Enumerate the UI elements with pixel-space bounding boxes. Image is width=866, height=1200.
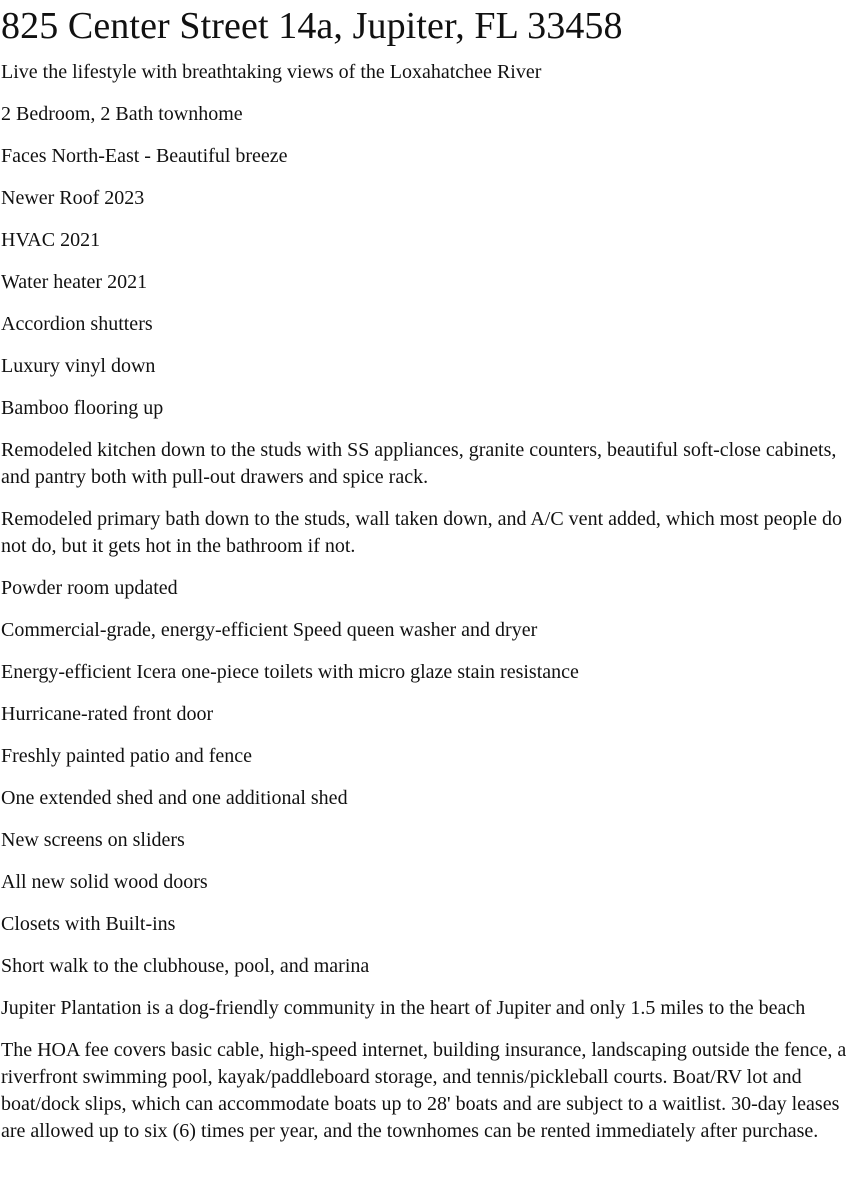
listing-address-title: 825 Center Street 14a, Jupiter, FL 33458 — [1, 5, 623, 47]
feature-line: Newer Roof 2023 — [1, 187, 145, 209]
feature-line: 2 Bedroom, 2 Bath townhome — [1, 103, 243, 125]
feature-line: Faces North-East - Beautiful breeze — [1, 145, 288, 167]
feature-line: Water heater 2021 — [1, 271, 148, 293]
feature-line: Luxury vinyl down — [1, 355, 156, 377]
feature-line: New screens on sliders — [1, 829, 185, 851]
feature-line: Accordion shutters — [1, 313, 153, 335]
feature-list — [1, 59, 866, 1160]
feature-line: Hurricane-rated front door — [1, 703, 214, 725]
feature-line: HVAC 2021 — [1, 229, 101, 251]
feature-line: One extended shed and one additional shed — [1, 787, 348, 809]
hoa-paragraph: The HOA fee covers basic cable, high-speed internet, building insurance, landscaping outside the fence, a riverfront swimming pool, kayak/paddleboard storage, and tennis/pickleball courts. Boat/RV lot and boat/dock slips, which can accommodate boats up to 28' boats and are subject to a waitlist. 30-day leases are allowed up to six (6) times per year, and the townhomes can be rented immediately after purchase. — [1, 1039, 847, 1142]
feature-line: Bamboo flooring up — [1, 397, 164, 419]
feature-line: All new solid wood doors — [1, 871, 208, 893]
kitchen-paragraph: Remodeled kitchen down to the studs with SS appliances, granite counters, beautiful soft-close cabinets, and pantry both with pull-out drawers and spice rack. — [1, 439, 837, 488]
feature-line: Commercial-grade, energy-efficient Speed queen washer and dryer — [1, 619, 538, 641]
feature-line: Freshly painted patio and fence — [1, 745, 253, 767]
feature-line: Closets with Built-ins — [1, 913, 176, 935]
feature-line: Short walk to the clubhouse, pool, and marina — [1, 955, 370, 977]
community-line: Jupiter Plantation is a dog-friendly community in the heart of Jupiter and only 1.5 miles to the beach — [1, 997, 806, 1019]
feature-line: Powder room updated — [1, 577, 178, 599]
feature-line: Energy-efficient Icera one-piece toilets with micro glaze stain resistance — [1, 661, 579, 683]
bath-paragraph: Remodeled primary bath down to the studs, wall taken down, and A/C vent added, which most people do not do, but it gets hot in the bathroom if not. — [1, 508, 842, 557]
feature-line: Live the lifestyle with breathtaking views of the Loxahatchee River — [1, 61, 542, 83]
